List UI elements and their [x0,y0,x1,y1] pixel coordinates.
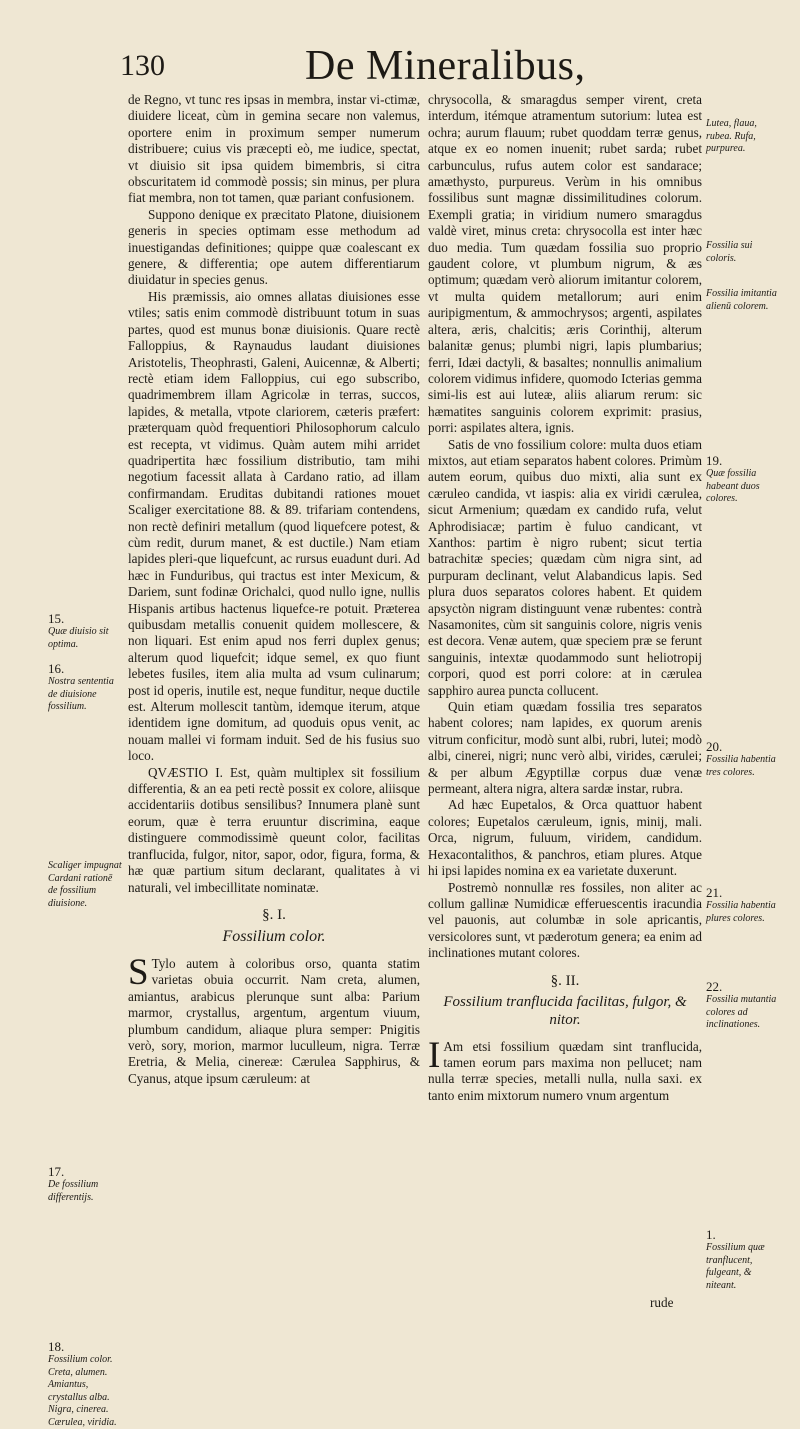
running-title: De Mineralibus, [305,43,586,89]
drop-cap: S [128,951,149,993]
catchword: rude [650,1295,674,1310]
section-paragraph: I Am etsi fossilium quædam sint tranflucida, tamen eorum pars maxima non pellucet; nam nulla terræ species, metalli nulla, nulla saxi. ex tanto enim mixtorum numero vnum argentum [428,1034,702,1103]
margin-note: Fossilia imitantia alienū colorem. [706,288,777,312]
paragraph: chrysocolla, & smaragdus semper virent, creta interdum, itémque atramentum sutorium: lutea est ochra; aurum flauum; rubet quoddam terræ genus, atque ex eo nomen inuenit; rubet sarda; rubet carbunculus, rufus autem color est sandarace; amæthysto, purpureus. Verùm in his omnibus fossilibus sunt magnæ dissimilitudines colorum. Exempli gratia; in viridium numero smaragdus valdè viret, minus creta: chrysocolla est inter hæc duo media. Tum quædam fossilia suo proprio gaudent colore, vt plumbum nigrum, & æs optimum; quædam verò aliorum imitantur colorem, vt multa quidem metallorum; auri enim auripigmentum, & ammochrysos; argenti, aspilates altera, æris, chalcitis; æris Corinthij, alterum balanitæ genus; plumbi nigri, lapis plumbarius; ferri, Idæi dactyli, & basaltes; nonnullis animalium colorem vidimus infidere, quomodo Icterias gemma simi-lis est aui luteæ, aliis aliarum rerum: sic hæmatites sanguinis colorem exprimit: prasius, porri: aspilates altera, ignis. [428,92,702,436]
section-heading: §. II. [550,972,580,989]
margin-note: 18. Fossilium color. Creta, alumen. Amiantus, crystallus alba. Nigra, cinerea. Cærulea, viridia. [48,1339,117,1428]
paragraph: His præmissis, aio omnes allatas diuisiones esse vtiles; satis enim commodè distribuunt totum in suas partes, quod est munus bonæ diuisionis. Quare rectè Falloppius, & Raynaudus laudant diuisiones Aristotelis, Theophrasti, Galeni, Auicennæ, & Alberti; rectè etiam idem Falloppius, cui ego subscribo, quadrimembrem illam Agricolæ in terras, succos, lapides, & metalla, vtpote clariorem, cæteris præfert: præterquam quòd frequentiori Philosophorum calculo est recepta, vt vidimus. Quàm autem mihi arridet quadripertita hæc fossilium distributio, tam mihi negotium facessit allata à Cardano ratio, ad illam confirmandam. Eruditas dubitandi rationes mouet Scaliger exercitatione 88. & 89. trifariam contendens, non rectè definiri metallum (quod liquefcere potest, & cùm redit, durum manet, & est ductile.) Nam etiam lapides pleri-que liquefcunt, ac rursus euadunt duri. Ad hæc in Funduribus, qui tractus est inter Mexicum, & Dariem, sunt fodinæ Orichalci, quod nullo igne, nullis Hispanis artibus hactenus liquefce-re potuit. Præterea quibusdam metallis conuenit quidem mollescere, & non liquari. Est enim apud nos ferri duplex genus; alterum quod liquefcit; idque semel, ex quo fiunt lebetes fusiles, item alia multa ad vsum culinarum; post id operis, inutile est, neque funditur, neque ductile est. Alterum mollescit tantùm, idemque iterum, atque identidem igne domitum, ad quoduis opus venit, ac nouam mallei vi formam induit. Sed de his fusius suo loco. [128,288,420,764]
margin-note: 19. Quæ fossilia habeant duos colores. [706,453,760,504]
paragraph: QVÆSTIO I. Est, quàm multiplex sit fossilium differentia, & an ea peti rectè possit ex colore, aliisque accidentariis dotibus sensilibus? Innumera planè sunt eorum, quæ è terra eruuntur discrimina, eaque distinguere commodissimè queunt color, facilitas tranflucida, fulgor, nitor, sapor, odor, figura, forma, & hæ quæ partium situm declarant, qualitates à vi naturali, vel imbecillitate nominatæ. [128,764,420,895]
paragraph: Quin etiam quædam fossilia tres separatos habent colores; nam lapides, ex quorum arenis vitrum conficitur, modò sunt albi, rubri, lutei; modò albi, cinerei, nigri; nunc verò albi, virides, cærulei; & per album Ægyptillæ corpus duæ venæ permeant, altera nigra, altera sardæ instar, rubra. [428,699,702,797]
margin-note: 22. Fossilia mutantia colores ad inclinationes. [706,979,777,1030]
section-subheading: Fossilium tranflucida facilitas, fulgor, & nitor. [443,993,687,1028]
section-subheading: Fossilium color. [222,927,326,945]
margin-note: Lutea, flaua, rubea. Rufa, purpurea. [706,118,757,154]
paragraph: de Regno, vt tunc res ipsas in membra, instar vi-ctimæ, diuidere liceat, cùm in gemina secare non valemus, oportere enim in proximum semper numerum distribuere; cuius vis præcepti eò, me iudice, spectat, vt diuisio sit ipsa quidem bimembris, si citra obscuritatem id commodè possis; sin minus, per plura fiat membra, non tot tamen, quæ pariant confusionem. [128,92,420,206]
margin-note: 1. Fossilium quæ tranflucent, fulgeant, & niteant. [706,1227,765,1291]
paragraph: Postremò nonnullæ res fossiles, non aliter ac collum gallinæ Numidicæ efferuescentis iracundia vel pauonis, aut columbæ in sole apricantis, versicolores sunt, vt pæderotum genera; ea enim ad inclinationes mutant colores. [428,879,702,961]
margin-note: 16. Nostra sententia de diuisione fossilium. [48,661,114,712]
margin-note: 20. Fossilia habentia tres colores. [706,739,776,778]
paragraph: Ad hæc Eupetalos, & Orca quattuor habent colores; Eupetalos cæruleum, ignis, minij, mali. Orca, nigrum, fuluum, viridem, candidum. Hexacontalithos, & panchros, etiam plures. Atque hi ipsi lapides nomina ex ea varietate duxerunt. [428,797,702,879]
page-header [0,43,800,92]
section-heading: §. I. [262,906,286,923]
margin-note: 15. Quæ diuisio sit optima. [48,611,109,650]
margin-note: 21. Fossilia habentia plures colores. [706,885,776,924]
right-text-column [428,92,702,1104]
page-number: 130 [120,49,165,82]
paragraph: Suppono denique ex præcitato Platone, diuisionem generis in species optimam esse methodum ad inuestigandas definitiones; quippe quæ coalescant ex genere, & differentia; ope autem differentiarum diuidatur in species genus. [128,206,420,288]
drop-cap: I [428,1034,441,1076]
margin-note: Scaliger impugnat Cardani rationē de fossilium diuisione. [48,860,122,909]
paragraph: Satis de vno fossilium colore: multa duos etiam mixtos, aut etiam separatos habent colores. Primùm autem eorum, quibus duo mixti, alia sunt ex cæruleo candida, vt iaspis: alia ex viridi cærulea, sicut Armenium; quædam ex candido rufa, velut Aphrodisiacæ; partim è fuluo candicant, vt Xanthos: partim è nigro rubent; sicut tertia batrachitæ species; quædam cùm nigra sint, ad purpuram declinant, velut Alabandicus lapis. Sed plura duos separatos colores habent. Et quidem apsyctòn nigram distinguunt venæ rubentes: contrà Nasamonites, cùm sit sanguinis colore, nigris venis est decora. Venæ autem, quæ speciem præ se ferunt sanguinis, intextæ quodammodo sunt heliotropij corpori, quod est porri colore: at in cærulea sapphiro aurea puncta collucent. [428,436,702,698]
right-margin [706,100,784,1300]
left-text-column [128,92,420,1087]
margin-note: 17. De fossilium differentijs. [48,1164,99,1203]
section-paragraph: S Tylo autem à coloribus orso, quanta statim varietas obuia occurrit. Nam creta, alumen, amiantus, arabicus plerunque sunt alba: Parium marmor, crystallus, argentum, argentum viuum, plumbum candidum, aliaque plura semper: Pnigitis verò, sory, morion, marmor luculleum, nigra. Terræ Eretria, & Melia, cinereæ: Cærulea Sapphirus, & Cyanus, atque ipsum cæruleum: at [128,951,420,1086]
left-margin [48,100,124,1428]
margin-note: Fossilia sui coloris. [706,240,753,264]
